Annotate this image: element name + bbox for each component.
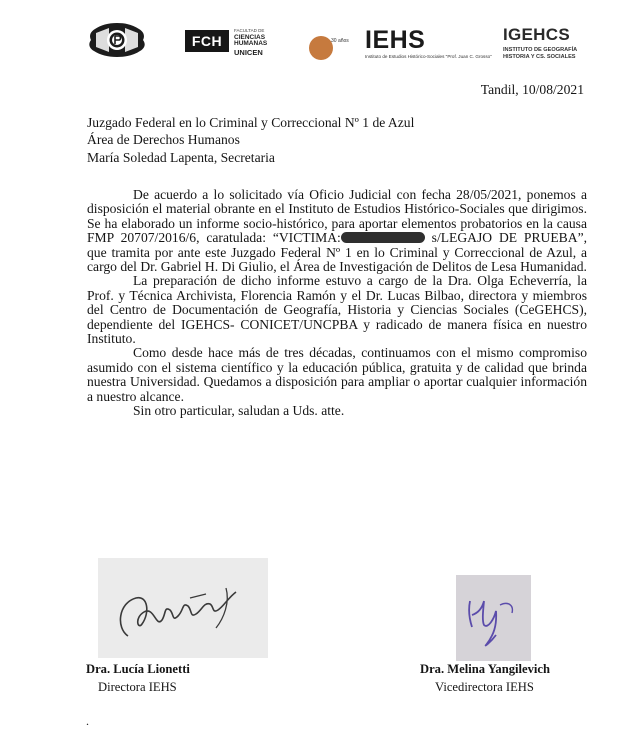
igehcs-line2: HISTORIA Y CS. SOCIALES — [503, 54, 576, 60]
fch-line2: CIENCIAS HUMANAS — [234, 33, 268, 47]
paragraph-1-part-a: De acuerdo a lo solicitado vía Oficio Judicial con fecha 28/05/2021, ponemos a disposición el material obrante en el Instituto de Estudios Histórico-Sociales que dirigimos. Se ha elaborado un informe socio-histórico, para aportar elementos probatorios en la causa FMP 20707/2016/6, caratulada: “VICTIMA: — [87, 187, 587, 246]
fch-line1: FACULTAD DE — [234, 28, 265, 33]
iehs-subtitle: Instituto de Estudios Histórico-Sociales "Prof. Juan C. Grosso" — [365, 54, 492, 59]
iehs-wordmark: IEHS — [365, 26, 426, 54]
redacted-name — [341, 232, 425, 243]
igehcs-line1: INSTITUTO DE GEOGRAFÍA — [503, 47, 578, 53]
letter-body — [87, 188, 587, 419]
signatory-2-name: Dra. Melina Yangilevich — [420, 662, 551, 676]
fch-line3: UNICEN — [234, 47, 263, 57]
fch-logo — [185, 28, 285, 56]
iehs-logo — [309, 26, 492, 62]
paragraph-1 — [87, 188, 587, 274]
recipient-area: Área de Derechos Humanos — [87, 132, 240, 148]
igehcs-logo — [503, 25, 591, 64]
footer-mark: . — [86, 714, 89, 728]
paragraph-2: La preparación de dicho informe estuvo a cargo de la Dra. Olga Echeverría, la Prof. y Técnica Archivista, Florencia Ramón y el Dr. Lucas Bilbao, directora y miembros del Centro de Documentación de Geografía, Historia y Ciencias Sociales (CeGEHCS), dependiente del IGEHCS- CONICET/UNCPBA y radicado de manera física en nuestro Instituto. — [87, 273, 587, 347]
recipient-block — [87, 114, 414, 166]
signatory-1-name: Dra. Lucía Lionetti — [86, 662, 190, 676]
university-seal-icon — [86, 20, 148, 60]
recipient-secretary: María Soledad Lapenta, Secretaria — [87, 149, 275, 165]
letter-date: Tandil, 10/08/2021 — [480, 82, 584, 97]
paragraph-3: Como desde hace más de tres décadas, continuamos con el mismo compromiso asumido con el sistema científico y la educación pública, gratuita y de calidad que brinda nuestra Universidad. Quedamos a disposición para ampliar o aportar cualquier información a nuestro alcance. — [87, 345, 587, 404]
paragraph-1-part-b: s/LEGAJO DE PRUEBA”, que tramita por ante este Juzgado Federal Nº 1 en lo Criminal y Correccional de Azul, a cargo del Dr. Gabriel H. Di Giulio, el Área de Investigación de Delitos de Lesa Humanidad. — [87, 230, 587, 275]
anniversary-badge-icon — [309, 36, 333, 60]
unicen-logo — [86, 20, 148, 60]
recipient-court: Juzgado Federal en lo Criminal y Correccional Nº 1 de Azul — [87, 115, 415, 130]
signatory-1-role: Directora IEHS — [98, 680, 177, 694]
signature-yangilevich — [456, 575, 531, 661]
signatory-2-role: Vicedirectora IEHS — [435, 680, 534, 694]
anniversary-text: 30 años — [331, 38, 349, 44]
igehcs-wordmark: IGEHCS — [503, 25, 570, 44]
fch-abbr: FCH — [185, 30, 229, 52]
signature-lionetti — [98, 558, 268, 658]
paragraph-4: Sin otro particular, saludan a Uds. atte. — [133, 403, 345, 419]
